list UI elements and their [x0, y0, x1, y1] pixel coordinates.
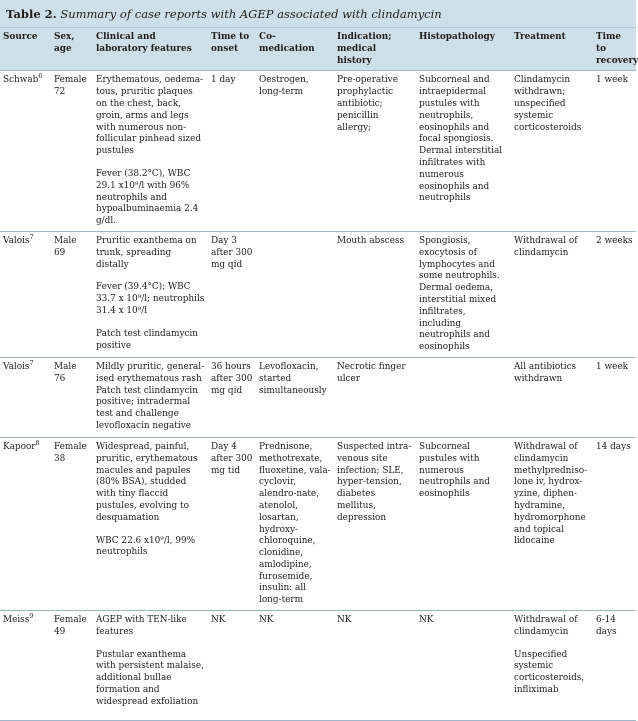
- cell-onset: [208, 231, 256, 357]
- cell-indication: [334, 437, 416, 610]
- reference-number: 9: [29, 612, 34, 621]
- column-header-clinical: Clinical and laboratory features: [93, 28, 208, 71]
- comedication-value: Levofloxacin, started simultaneously: [259, 361, 327, 396]
- cell-indication: [334, 357, 416, 437]
- cell-sex-age: [51, 611, 93, 721]
- source-name: Schwab: [3, 75, 39, 86]
- histopathology-value: Subcorneal pustules with numerous neutrophils and eosinophils: [419, 441, 490, 500]
- source-name: Kapoor: [3, 441, 36, 452]
- column-header-source: Source: [0, 28, 51, 71]
- cell-comedication: [256, 357, 334, 437]
- cell-treatment: [511, 437, 593, 610]
- recovery-value: 1 week: [596, 361, 628, 372]
- cell-treatment: [511, 231, 593, 357]
- cell-histopathology: [416, 357, 511, 437]
- treatment-paragraph: All antibiotics withdrawn: [514, 361, 577, 384]
- column-header-sex-age: Sex, age: [51, 28, 93, 71]
- table-row: [0, 231, 636, 357]
- cell-sex-age: [51, 357, 93, 437]
- column-header-treatment: Treatment: [511, 28, 593, 71]
- cell-histopathology: [416, 231, 511, 357]
- reference-number: 6: [38, 72, 43, 81]
- clinical-paragraph: Fever (38.2°C), WBC 29.1 x10⁹/l with 96% neutrophils and hypoalbuminaemia 2.4 g/dl.: [96, 168, 199, 227]
- table-body: [0, 71, 636, 721]
- table-header-row: [0, 28, 636, 71]
- indication-value: Pre-operative prophylactic antibiotic; penicillin allergy;: [337, 75, 398, 133]
- cell-onset: [208, 357, 256, 437]
- clinical-paragraph: Pruritic exanthema on trunk, spreading distally: [96, 235, 197, 270]
- cell-histopathology: [416, 437, 511, 610]
- table-caption-label: Table 2.: [6, 7, 57, 21]
- treatment-paragraph: Withdrawal of clindamycin methylpredniso-lone iv, hydrox-yzine, diphen-hydramine, hydromorphone and topical lidocaine: [514, 441, 588, 547]
- column-header-onset: Time to onset: [208, 28, 256, 71]
- reference-number: 7: [29, 358, 34, 367]
- comedication-value: Oestrogen, long-term: [259, 75, 309, 98]
- sex-age-value: Male 69: [54, 235, 77, 258]
- source-name: Meiss: [3, 615, 30, 626]
- onset-value: NK: [211, 615, 226, 626]
- treatment-paragraph: Unspecified systemic corticosteroids, infliximab: [514, 649, 585, 696]
- cell-recovery: [593, 71, 636, 232]
- clinical-paragraph: Erythematous, oedema-tous, pruritic plaques on the chest, back, groin, arms and legs with numerous non-follicular pinhead sized pustules: [96, 75, 204, 157]
- cell-clinical: [93, 357, 208, 437]
- table-caption: [0, 0, 636, 28]
- column-header-comedication: Co-medication: [256, 28, 334, 71]
- cell-source: [0, 611, 51, 721]
- cell-comedication: [256, 611, 334, 721]
- cell-source: [0, 231, 51, 357]
- cell-onset: [208, 71, 256, 232]
- indication-value: Mouth abscess: [337, 235, 405, 246]
- cell-onset: [208, 611, 256, 721]
- onset-value: Day 4 after 300 mg tid: [211, 441, 253, 476]
- cell-histopathology: [416, 71, 511, 232]
- clinical-paragraph: Fever (39.4°C); WBC 33.7 x 10⁹/l; neutrophils 31.4 x 10⁹/l: [96, 282, 205, 316]
- recovery-value: 14 days: [596, 441, 631, 452]
- comedication-value: NK: [259, 615, 274, 626]
- indication-value: NK: [337, 615, 352, 626]
- cell-indication: [334, 611, 416, 721]
- sex-age-value: Female 49: [54, 615, 87, 637]
- treatment-paragraph: Clindamycin withdrawn; unspecified systemic corticosteroids: [514, 75, 582, 133]
- clinical-paragraph: AGEP with TEN-like features: [96, 615, 187, 637]
- indication-value: Suspected intra-venous site infection; SLE, hyper-tension, diabetes mellitus, depression: [337, 441, 412, 523]
- cell-treatment: [511, 357, 593, 437]
- column-header-histopathology: Histopathology: [416, 28, 511, 71]
- cell-indication: [334, 231, 416, 357]
- cell-clinical: [93, 611, 208, 721]
- indication-value: Necrotic finger ulcer: [337, 361, 406, 384]
- table-row: [0, 71, 636, 232]
- cell-recovery: [593, 437, 636, 610]
- clinical-paragraph: Pustular exanthema with persistent malaise, additional bullae formation and widespread exfoliation: [96, 649, 204, 707]
- cell-source: [0, 437, 51, 610]
- sex-age-value: Male 76: [54, 361, 77, 384]
- sex-age-value: Female 72: [54, 75, 87, 98]
- sex-age-value: Female 38: [54, 441, 87, 464]
- cell-source: [0, 357, 51, 437]
- cell-treatment: [511, 611, 593, 721]
- cell-sex-age: [51, 71, 93, 232]
- onset-value: Day 3 after 300 mg qid: [211, 235, 253, 270]
- onset-value: 1 day: [211, 75, 236, 86]
- cell-clinical: [93, 231, 208, 357]
- histopathology-value: Subcorneal and intraepidermal pustules with neutrophils, eosinophils and focal spongiosis. Dermal interstitial infiltrates with numerous eosinophils and neutrophils: [419, 75, 503, 204]
- cell-sex-age: [51, 437, 93, 610]
- recovery-value: 2 weeks: [596, 235, 633, 246]
- cell-recovery: [593, 231, 636, 357]
- clinical-paragraph: Patch test clindamycin positive: [96, 328, 198, 351]
- cell-indication: [334, 71, 416, 232]
- cell-treatment: [511, 71, 593, 232]
- cell-onset: [208, 437, 256, 610]
- table-row: [0, 611, 636, 721]
- cell-comedication: [256, 231, 334, 357]
- column-header-recovery: Time to recovery: [593, 28, 636, 71]
- clinical-paragraph: Widespread, painful, pruritic, erythematous macules and papules (80% BSA), studded with tiny flaccid pustules, evolving to desquamation: [96, 441, 198, 523]
- cell-source: [0, 71, 51, 232]
- table-row: [0, 437, 636, 610]
- cell-histopathology: [416, 611, 511, 721]
- clinical-paragraph: Mildly pruritic, general-ised erythematous rash Patch test clindamycin positive; intradermal test and challenge levofloxacin negative: [96, 361, 205, 431]
- clinical-paragraph: WBC 22.6 x10⁹/l, 99% neutrophils: [96, 535, 196, 558]
- cell-sex-age: [51, 231, 93, 357]
- cell-clinical: [93, 437, 208, 610]
- cell-recovery: [593, 357, 636, 437]
- recovery-value: 6-14 days: [596, 615, 617, 637]
- treatment-paragraph: Withdrawal of clindamycin: [514, 235, 578, 258]
- cell-comedication: [256, 437, 334, 610]
- case-reports-table: [0, 28, 636, 721]
- table-row: [0, 357, 636, 437]
- column-header-indication: Indication; medical history: [334, 28, 416, 71]
- histopathology-value: NK: [419, 615, 434, 626]
- treatment-paragraph: Withdrawal of clindamycin: [514, 615, 578, 637]
- source-name: Valois: [3, 361, 30, 372]
- table-caption-title: Summary of case reports with AGEP associated with clindamycin: [60, 7, 442, 21]
- recovery-value: 1 week: [596, 75, 628, 86]
- reference-number: 7: [29, 232, 34, 241]
- cell-comedication: [256, 71, 334, 232]
- source-name: Valois: [3, 235, 30, 246]
- cell-recovery: [593, 611, 636, 721]
- histopathology-value: Spongiosis, exocytosis of lymphocytes and some neutrophils. Dermal oedema, interstitial mixed infiltrates, including neutrophils and eosinophils: [419, 235, 500, 353]
- reference-number: 8: [35, 438, 40, 447]
- onset-value: 36 hours after 300 mg qid: [211, 361, 253, 396]
- cell-clinical: [93, 71, 208, 232]
- comedication-value: Prednisone, methotrexate, fluoxetine, vala-cyclovir, alendro-nate, atenolol, losartan, hydroxy-chloroquine, clonidine, amlodipine, furosemide, insulin: all long-term: [259, 441, 331, 606]
